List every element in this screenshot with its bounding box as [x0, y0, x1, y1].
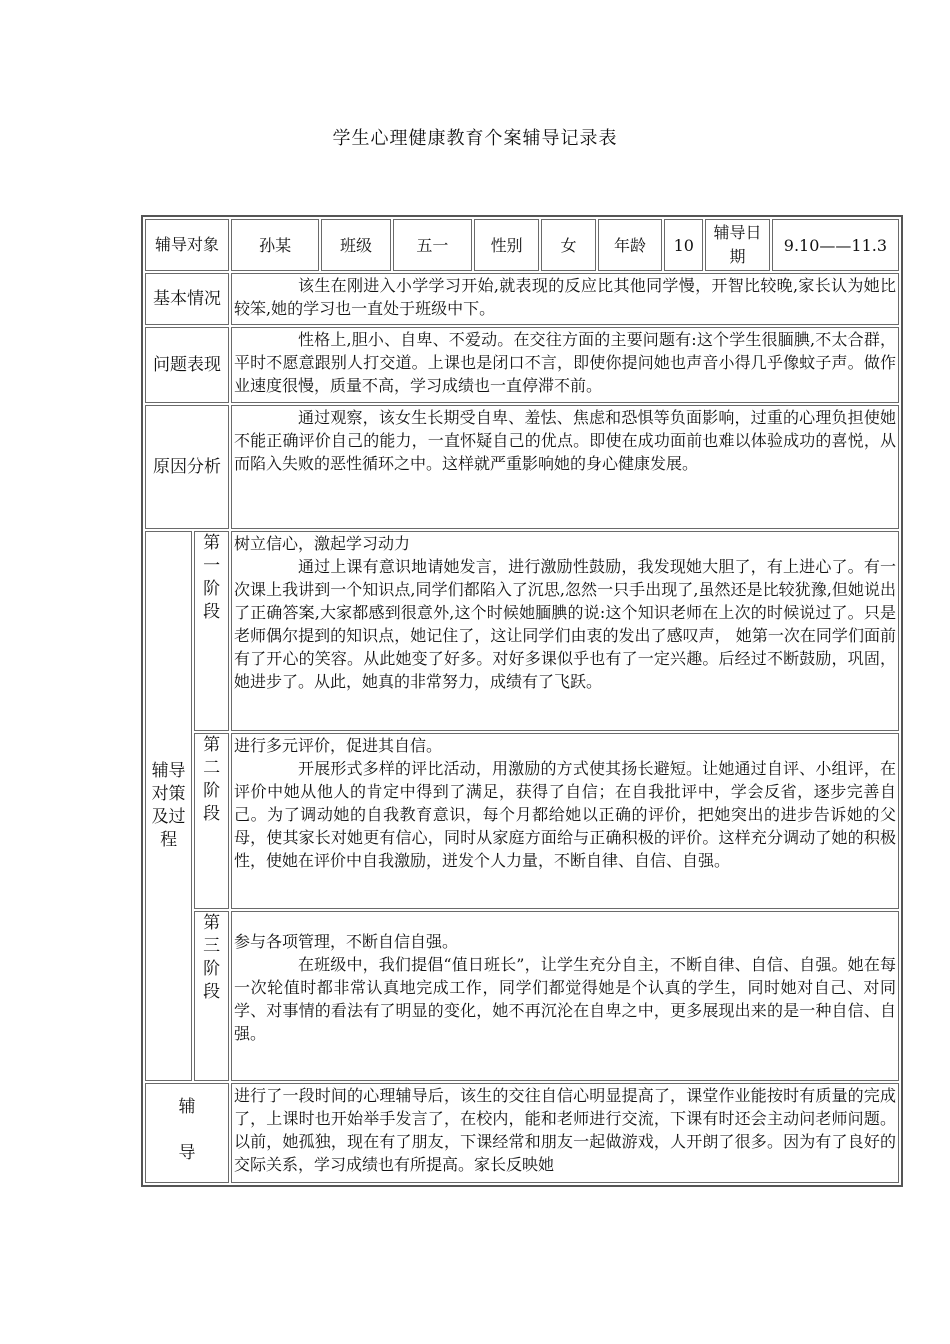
gender-label: 性别	[474, 219, 540, 271]
stage-2-text: 开展形式多样的评比活动，用激励的方式使其扬长避短。让她通过自评、小组评，在评价中她从他人的肯定中得到了满足，获得了自信；在自我批评中，学会反省，逐步完善自己。为了调动她的自我教育意识，每个月都给她以正确的评价，把她突出的进步告诉她的父母，使其家长对她更有信心，同时从家庭方面给与正确积极的评价。这样充分调动了她的积极性，使她在评价中自我激励，迸发个人力量，不断自律、自信、自强。	[234, 759, 896, 870]
basic-label: 基本情况	[145, 273, 229, 325]
effect-label-1: 辅	[178, 1097, 196, 1117]
stage-1-label: 第一阶段	[194, 531, 229, 731]
age-label: 年龄	[598, 219, 663, 271]
date-value: 9.10——11.3	[772, 219, 899, 271]
problem-row	[145, 327, 899, 403]
effect-label-2: 导	[178, 1143, 196, 1163]
page-title: 学生心理健康教育个案辅导记录表	[332, 128, 618, 149]
stage-3-heading: 参与各项管理，不断自信自强。	[234, 932, 459, 951]
effect-row	[145, 1083, 899, 1183]
student-name: 孙某	[231, 219, 319, 271]
header-row	[145, 219, 899, 271]
stage-2-heading: 进行多元评价，促进其自信。	[234, 736, 443, 755]
strategy-label: 辅导对策及过程	[145, 531, 192, 1081]
cause-row	[145, 405, 899, 529]
problem-label: 问题表现	[145, 327, 229, 403]
gender-value: 女	[541, 219, 595, 271]
stage-3-text: 在班级中，我们提倡“值日班长”，让学生充分自主，不断自律、自信、自强。她在每一次轮值时都非常认真地完成工作，同学们都觉得她是个认真的学生，同时她对自己、对同学、对事情的看法有了明显的变化，她不再沉沦在自卑之中，更多展现出来的是一种自信、自强。	[234, 955, 896, 1043]
cause-text: 通过观察，该女生长期受自卑、羞怯、焦虑和恐惧等负面影响，过重的心理负担使她不能正确评价自己的能力，一直怀疑自己的优点。即使在成功面前也难以体验成功的喜悦，从而陷入失败的恶性循环之中。这样就严重影响她的身心健康发展。	[234, 408, 896, 473]
basic-text: 该生在刚进入小学学习开始,就表现的反应比其他同学慢，开智比较晚,家长认为她比较笨,她的学习也一直处于班级中下。	[234, 276, 896, 318]
stage-2-row	[145, 733, 899, 909]
cause-label: 原因分析	[145, 405, 229, 529]
class-value: 五一	[393, 219, 472, 271]
basic-row	[145, 273, 899, 325]
stage-2-label: 第二阶段	[194, 733, 229, 909]
stage-1-row	[145, 531, 899, 731]
stage-1-heading: 树立信心，激起学习动力	[234, 534, 411, 553]
date-label: 辅导日期	[705, 219, 770, 271]
record-table	[141, 215, 903, 1187]
stage-3-label: 第三阶段	[194, 911, 229, 1081]
class-label: 班级	[321, 219, 391, 271]
effect-text: 进行了一段时间的心理辅导后，该生的交往自信心明显提高了，课堂作业能按时有质量的完成了，上课时也开始举手发言了，在校内，能和老师进行交流，下课有时还会主动问老师问题。以前，她孤独，现在有了朋友，下课经常和朋友一起做游戏，人开朗了很多。因为有了良好的交际关系，学习成绩也有所提高。家长反映她	[234, 1086, 896, 1174]
stage-1-text: 通过上课有意识地请她发言，进行激励性鼓励，我发现她大胆了，有上进心了。有一次课上我讲到一个知识点,同学们都陷入了沉思,忽然一只手出现了,虽然还是比较犹豫,但她说出了正确答案,大家都感到很意外,这个时候她腼腆的说:这个知识老师在上次的时候说过了。只是老师偶尔提到的知识点，她记住了，这让同学们由衷的发出了感叹声， 她第一次在同学们面前有了开心的笑容。从此她变了好多。对好多课似乎也有了一定兴趣。后经过不断鼓励，巩固，她进步了。从此，她真的非常努力，成绩有了飞跃。	[234, 557, 896, 691]
target-label: 辅导对象	[145, 219, 229, 271]
age-value: 10	[664, 219, 703, 271]
problem-text: 性格上,胆小、自卑、不爱动。在交往方面的主要问题有:这个学生很腼腆,不太合群，平时不愿意跟别人打交道。上课也是闭口不言，即使你提问她也声音小得几乎像蚊子声。做作业速度很慢，质量不高，学习成绩也一直停滞不前。	[234, 330, 896, 395]
stage-3-row	[145, 911, 899, 1081]
